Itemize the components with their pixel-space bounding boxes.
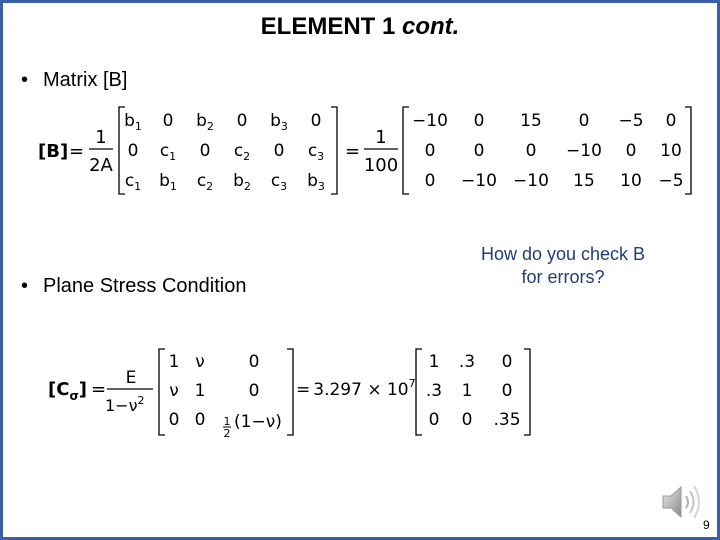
b-sym-subscript: 3 bbox=[317, 150, 325, 163]
c-num-right-bracket bbox=[524, 349, 530, 435]
c-frac-den-a: 1−ν bbox=[105, 396, 138, 415]
b-sym-subscript: 2 bbox=[243, 180, 251, 193]
b-sym-base: 0 bbox=[199, 141, 211, 161]
b-sym-subscript: 3 bbox=[317, 180, 325, 193]
c-numeric-matrix bbox=[426, 352, 521, 430]
b-sym-base: c bbox=[196, 171, 207, 191]
c-num-cell: 0 bbox=[428, 410, 440, 430]
b-num-left-bracket bbox=[403, 107, 409, 194]
b-sym-cell bbox=[233, 171, 251, 193]
b-sym-subscript: 1 bbox=[134, 120, 142, 133]
b-sym-cell bbox=[163, 111, 174, 131]
c-num-cell: 1 bbox=[428, 352, 440, 372]
b-sym-base: c bbox=[270, 171, 281, 191]
b-sym-base: c bbox=[307, 141, 318, 161]
c-num-left-bracket bbox=[416, 349, 422, 435]
b-sym-base: 0 bbox=[236, 111, 248, 131]
c-frac-den-exp: 2 bbox=[137, 394, 145, 407]
b-sym-subscript: 1 bbox=[169, 150, 177, 163]
b-matrix-equation bbox=[33, 101, 698, 201]
b-sym-cell bbox=[159, 171, 177, 193]
b-equals-1: = bbox=[69, 141, 85, 162]
b-sym-base: b bbox=[270, 111, 281, 131]
b-num-cell: 0 bbox=[473, 111, 485, 131]
b-sym-cell bbox=[234, 141, 250, 163]
c-num-cell: 0 bbox=[501, 352, 513, 372]
b-num-cell: 10 bbox=[620, 171, 642, 191]
bullet-matrix-b-text: Matrix [B] bbox=[43, 69, 128, 91]
speaker-icon[interactable] bbox=[657, 479, 703, 525]
b-sym-cell bbox=[237, 111, 248, 131]
b-sym-cell bbox=[308, 141, 324, 163]
b-sym-cell bbox=[200, 141, 211, 161]
b-num-cell: −10 bbox=[461, 171, 497, 191]
b-num-cell: −10 bbox=[513, 171, 549, 191]
slide-title bbox=[3, 13, 717, 41]
b-num-cell: 0 bbox=[578, 111, 590, 131]
b-num-cell: 0 bbox=[473, 141, 485, 161]
b-sym-subscript: 2 bbox=[206, 180, 214, 193]
c-sym-cell: ν bbox=[195, 352, 205, 372]
b-frac-den: 2A bbox=[89, 155, 113, 176]
b-sym-base: c bbox=[124, 171, 135, 191]
c-matrix-equation bbox=[43, 343, 563, 443]
c-frac-den bbox=[105, 394, 145, 415]
c-frac-num: E bbox=[125, 368, 137, 388]
b-sym-cell bbox=[125, 171, 141, 193]
b-sym-cell bbox=[128, 141, 139, 161]
b-sym-subscript: 3 bbox=[280, 120, 288, 133]
b-lhs: [B] bbox=[38, 141, 69, 162]
b-num-cell: 10 bbox=[660, 141, 682, 161]
b-sym-cell bbox=[270, 111, 288, 133]
b-num-cell: 0 bbox=[625, 141, 637, 161]
c-half-num: 1 bbox=[223, 415, 231, 428]
b-num-cell: 0 bbox=[424, 171, 436, 191]
b-sym-cell bbox=[196, 111, 214, 133]
bullet-plane-stress-text: Plane Stress Condition bbox=[43, 275, 247, 297]
b-sym-base: 0 bbox=[162, 111, 174, 131]
b-num-cell: 15 bbox=[573, 171, 595, 191]
b-sym-right-bracket bbox=[331, 107, 337, 194]
c-half-den: 2 bbox=[223, 427, 231, 440]
c-lhs bbox=[48, 379, 87, 403]
b-num-cell: 0 bbox=[525, 141, 537, 161]
b-scale-den: 100 bbox=[363, 155, 399, 176]
b-sym-base: b bbox=[196, 111, 207, 131]
b-sym-cell bbox=[311, 111, 322, 131]
b-num-cell: 0 bbox=[665, 111, 677, 131]
b-symbolic-matrix bbox=[124, 111, 325, 193]
b-sym-cell bbox=[160, 141, 176, 163]
c-sym-cell: 1 bbox=[194, 381, 206, 401]
question-line-1: How do you check B bbox=[480, 244, 646, 264]
b-sym-subscript: 3 bbox=[280, 180, 288, 193]
b-num-cell: −10 bbox=[566, 141, 602, 161]
b-num-cell: −5 bbox=[658, 171, 684, 191]
b-sym-subscript: 2 bbox=[243, 150, 251, 163]
b-sym-cell bbox=[271, 171, 287, 193]
b-numeric-matrix bbox=[412, 111, 683, 191]
c-sym-cell: 0 bbox=[168, 410, 180, 430]
b-sym-base: 0 bbox=[127, 141, 139, 161]
b-equals-2: = bbox=[345, 141, 361, 162]
bullet-matrix-b: • Matrix [B] bbox=[21, 69, 128, 91]
c-num-cell: 0 bbox=[501, 381, 513, 401]
c-sym-left-bracket bbox=[159, 349, 165, 435]
c-coef bbox=[296, 377, 416, 400]
b-sym-base: b bbox=[124, 111, 135, 131]
title-main: ELEMENT 1 bbox=[260, 13, 396, 40]
c-half-expr: (1−ν) bbox=[234, 412, 282, 432]
b-sym-subscript: 1 bbox=[169, 180, 177, 193]
c-sym-cell: 0 bbox=[248, 352, 260, 372]
b-sym-cell bbox=[197, 171, 213, 193]
c-equals-1: = bbox=[91, 379, 107, 400]
question-line-2: for errors? bbox=[521, 266, 605, 287]
b-sym-cell bbox=[307, 171, 325, 193]
c-num-cell: .35 bbox=[493, 410, 521, 430]
c-num-cell: 1 bbox=[461, 381, 473, 401]
c-lhs-close: ] bbox=[78, 379, 88, 400]
c-equals-2: = bbox=[296, 380, 311, 400]
b-sym-base: c bbox=[159, 141, 170, 161]
b-sym-cell bbox=[124, 111, 142, 133]
title-cont: cont. bbox=[402, 13, 460, 40]
b-sym-base: b bbox=[233, 171, 244, 191]
b-sym-base: 0 bbox=[273, 141, 285, 161]
c-num-cell: 0 bbox=[461, 410, 473, 430]
b-sym-subscript: 2 bbox=[206, 120, 214, 133]
c-lhs-sub: σ bbox=[69, 389, 79, 403]
b-sym-base: c bbox=[233, 141, 244, 161]
c-sym-right-bracket bbox=[287, 349, 293, 435]
b-sym-cell bbox=[274, 141, 285, 161]
c-sym-cell: 0 bbox=[194, 410, 206, 430]
c-sym-cell: 0 bbox=[248, 381, 260, 401]
c-lhs-main: [C bbox=[48, 379, 70, 400]
b-sym-subscript: 1 bbox=[134, 180, 142, 193]
c-sym-cell: ν bbox=[169, 381, 179, 401]
b-sym-base: b bbox=[307, 171, 318, 191]
page-number: 9 bbox=[703, 518, 710, 532]
b-num-cell: −10 bbox=[412, 111, 448, 131]
b-num-right-bracket bbox=[685, 107, 691, 194]
question-text bbox=[443, 243, 683, 288]
b-num-cell: 15 bbox=[520, 111, 542, 131]
b-num-cell: 0 bbox=[424, 141, 436, 161]
c-coef-a: 3.297 × 10 bbox=[313, 380, 409, 400]
bullet-plane-stress: • Plane Stress Condition bbox=[21, 275, 247, 297]
b-scale-num: 1 bbox=[375, 127, 387, 148]
c-num-cell: .3 bbox=[458, 352, 476, 372]
c-coef-exp: 7 bbox=[408, 377, 416, 390]
b-num-cell: −5 bbox=[618, 111, 644, 131]
b-sym-base: b bbox=[159, 171, 170, 191]
c-sym-cell: 1 bbox=[168, 352, 180, 372]
b-sym-base: 0 bbox=[310, 111, 322, 131]
c-num-cell: .3 bbox=[425, 381, 443, 401]
b-frac-num: 1 bbox=[95, 127, 107, 148]
